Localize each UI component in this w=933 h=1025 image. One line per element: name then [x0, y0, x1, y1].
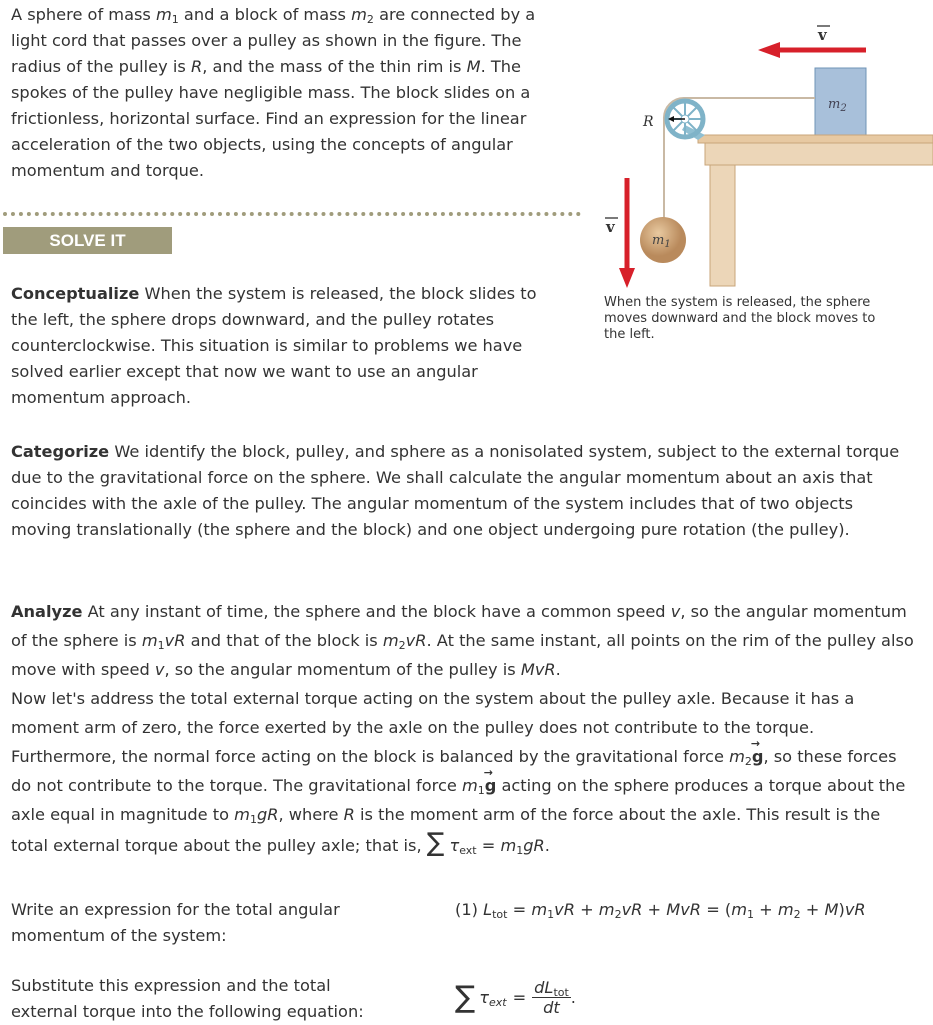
math-symbol: v — [154, 660, 165, 679]
pulley-figure — [590, 0, 933, 290]
svg-text:m2: $m_2$ — [828, 97, 847, 114]
math-symbol: MvR — [666, 900, 702, 919]
math-symbol: gR — [523, 836, 545, 855]
math-symbol: gR — [256, 805, 279, 824]
v-label-left: v — [606, 218, 615, 236]
math-symbol: $m_2$ — [351, 5, 374, 26]
section-label: Categorize — [11, 442, 110, 461]
math-symbol: $\tau_{ext}$ — [449, 836, 477, 857]
vector-symbol: → g — [752, 742, 764, 771]
math-symbol: $m_2$ — [729, 747, 752, 768]
math-symbol: $m_2$ — [777, 900, 801, 921]
fraction: $dL_{tot}$ dt — [534, 978, 569, 1017]
math-symbol: R — [190, 57, 203, 76]
equation-1: (1) $L_{tot} = m_1vR + m_2vR$ + MvR = $(m_1 + m_2 + M)vR$ — [455, 900, 866, 921]
v-label-top: v — [818, 26, 827, 44]
radius-label: R — [643, 114, 654, 130]
math-symbol: vR — [164, 631, 186, 650]
sum-symbol: ∑ — [455, 980, 476, 1015]
math-symbol: M — [824, 900, 839, 919]
svg-text:m1: $m_1$ — [652, 233, 671, 250]
math-symbol: v — [670, 602, 681, 621]
math-symbol: vR — [844, 900, 866, 919]
table-top — [698, 135, 933, 143]
section-label: Conceptualize — [11, 284, 140, 303]
vector-symbol: → g — [485, 771, 497, 800]
categorize-paragraph: Categorize We identify the block, pulley, and sphere as a nonisolated system, subject to the external torque due to the gravitational force on the sphere. We shall calculate the angular momentum about an axis that coincides with the axle of the pulley. The angular momentum of the system includes that of two objects moving translationally (the sphere and the block) and one object undergoing pure rotation (the pulley). — [11, 442, 900, 539]
math-symbol: $L_{tot}$ — [483, 900, 508, 921]
analyze-paragraph: Analyze At any instant of time, the sphere and the block have a common speed v, so the angular momentum of the sphere is $m_1vR$ and that of the block is $m_2vR$. At the same instant, all points on the rim of the pulley also move with speed v, so the angular momentum of the pulley is MvR. Now let's address the total external torque acting on the system about the pulley axle. Because it has a moment arm of zero, the force exerted by the axle on the pulley does not contribute to the torque. Furthermore, the normal force acting on the block is balanced by the gravitational force $m_2\to g$, so these forces do not contribute to the torque. The gravitational force $m_1\to g$ acting on the sphere produces a torque about the axle equal in magnitude to $m_1gR$, where R is the moment arm of the force about the axle. This result is the total external torque about the pulley axle; that is, ∑ $\tau_{ext} = m_1gR$. — [11, 597, 916, 860]
math-symbol: vR — [405, 631, 427, 650]
step1-text: Write an expression for the total angular momentum of the system: — [11, 900, 340, 945]
figure-caption: When the system is released, the sphere moves downward and the block moves to the left. — [604, 295, 876, 342]
math-symbol: $m_1$ — [141, 631, 165, 652]
math-symbol: $m_1$ — [461, 776, 485, 797]
math-symbol: $m_2$ — [598, 900, 622, 921]
math-symbol: vR — [554, 900, 575, 919]
sum-symbol: ∑ — [426, 828, 445, 858]
math-symbol: M — [466, 57, 481, 76]
math-symbol: $m_1$ — [234, 805, 257, 826]
step2-text: Substitute this expression and the total external torque into the following equation: — [11, 976, 364, 1021]
math-symbol: MvR — [520, 660, 556, 679]
velocity-arrow-left — [758, 42, 866, 58]
equation-2: ∑ $\tau_{ext}$ = $dL_{tot}$ dt . — [455, 978, 576, 1017]
solve-it-banner: SOLVE IT — [3, 227, 172, 254]
velocity-arrow-down — [619, 178, 635, 288]
problem-statement: A sphere of mass $m_1$ and a block of mass $m_2$ are connected by a light cord that passes over a pulley as shown in the figure. The radius of the pulley is R, and the mass of the thin rim is M. The spokes of the pulley have negligible mass. The block slides on a frictionless, horizontal surface. Find an expression for the linear acceleration of the two objects, using the concepts of angular momentum and torque. — [11, 5, 536, 180]
conceptualize-paragraph: Conceptualize When the system is released, the block slides to the left, the sphere drops downward, and the pulley rotates counterclockwise. This situation is similar to problems we have solved earlier except that now we want to use an angular momentum approach. — [11, 284, 537, 407]
divider — [3, 212, 581, 216]
table-leg — [710, 165, 735, 286]
math-symbol: $m_1$ — [156, 5, 179, 26]
pulley — [667, 101, 703, 137]
math-symbol: vR — [621, 900, 643, 919]
math-symbol: R — [343, 805, 355, 824]
math-symbol: $m_1$ — [531, 900, 555, 921]
math-symbol: $m_1$ — [500, 836, 524, 857]
block-m2 — [815, 68, 866, 135]
math-symbol: $m_1$ — [731, 900, 755, 921]
math-symbol: $m_2$ — [382, 631, 406, 652]
section-label: Analyze — [11, 602, 83, 621]
